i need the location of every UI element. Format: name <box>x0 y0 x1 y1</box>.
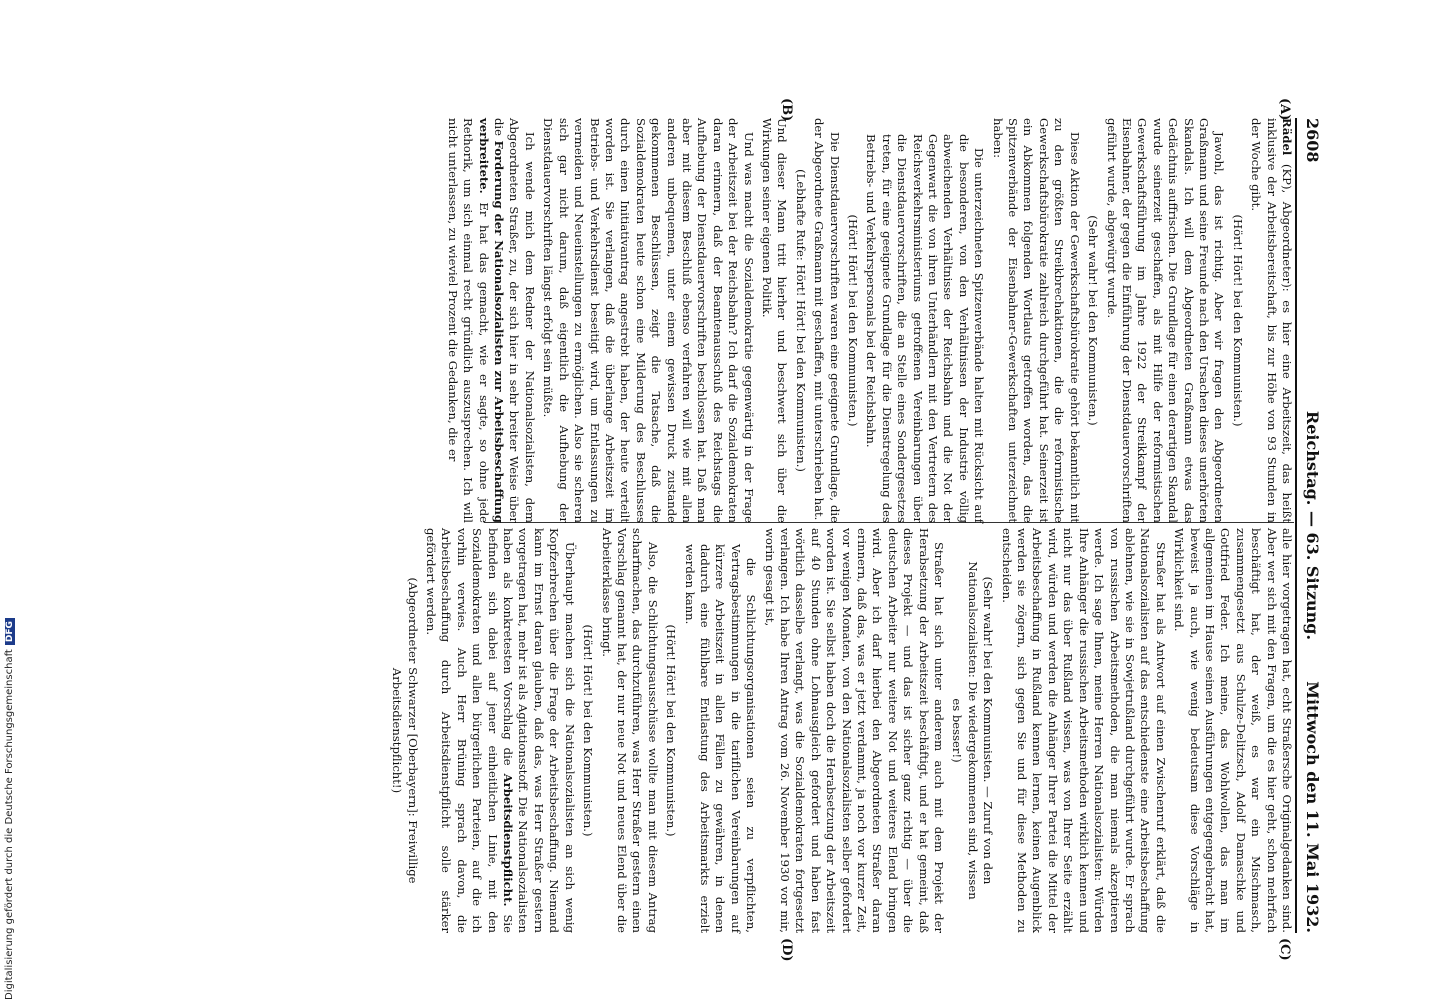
interjection: (Abgeordneter Schwarzer [Oberbayern]: Freiwillige Arbeitsdienstpflicht!) <box>390 577 420 884</box>
speaker-name: Rädel <box>1280 118 1294 156</box>
paragraph-text: Er hat das gemacht, wie er sagte, so ohne jede Rethorik, um sich einmal recht gründlich auszusprechen. Ich will nicht unterlassen, zu wieviel Prozent die Gedanken, die er <box>445 118 491 523</box>
paragraph: Straßer hat als Antwort auf einen Zwischenruf erklärt, daß die Nationalsozialisten auf das entschiedenste eine Arbeitsbeschaffung ablehnen, wie sie in Sowjetrußland durchgeführt wurde. Er sprach von russischen Arbeitsmethoden, die man niemals akzeptieren werde. Ich sage Ihnen, meine Herren Nationalsozialisten: Würden Ihre Anhänger die russischen Arbeitsmethoden wirklich kennen und nicht nur das über Rußland wissen, was von Ihrer Seite erzählt wird, würden und werden die Anhänger Ihrer Partei die Mittel der Arbeitsbeschaffung in Rußland kennen lernen, keinen Augenblick werden sie zögern, sich gegen Sie und für diese Methoden zu entscheiden. <box>999 528 1168 933</box>
paragraph: Straßer hat sich unter anderem auch mit dem Projekt der Herabsetzung der Arbeitszeit beschäftigt, und er hat gemeint, daß dieses Projekt — und das ist sicher ganz richtig — über die deutschen Arbeiter nur weitere Not und weiteres Elend bringen wird. Aber ich darf hierbei den Abgeordneten Straßer daran erinnern, daß das, was er jetzt verdammt, ja noch vor kurzer Zeit, vor wenigen Monaten, von den Nationalsozialisten selber gefordert worden ist. Sie selbst haben doch die Herabsetzung der Arbeitszeit auf 40 Stunden ohne Lohnausgleich gefordert und haben fast wörtlich dasselbe verlangt, was die Sozialdemokraten fortgesetzt verlangen. Ich habe Ihren Antrag vom 26. November 1930 vor mir, worin gesagt ist, <box>762 528 947 933</box>
paragraph: Diese Aktion der Gewerkschaftsbürokratie gehört bekanntlich mit zu den größten Streikbrechaktionen, die die reformistische Gewerkschaftsbürokratie zahlreich durchgeführt hat. Seinerzeit ist ein Abkommen folgenden Wortlauts getroffen worden, das die Spitzenverbände der Eisenbahner-Gewerkschaften unterzeichnet haben: <box>990 118 1082 523</box>
paragraph: Und was macht die Sozialdemokratie gegenwärtig in der Frage der Arbeitszeit bei der Reichsbahn? Ich darf die Sozialdemokraten daran erinnern, daß der Beamtenausschuß des Reichstags die Aufhebung der Dienstdauervorschriften beschlossen hat. Daß man aber mit diesem Beschluß ebenso verfahren will wie mit allen anderen unbequemen, unter einem gewissen Druck zustande gekommenen Beschlüssen, zeigt die Tatsache, daß die Sozialdemokraten heute schon eine Milderung des Beschlusses durch einen Initiativantrag angestrebt haben, der heute verteilt worden ist. Sie verlangen, daß die überlange Arbeitszeit im Betriebs- und Verkehrsdienst beseitigt wird, um Entlassungen zu vermeiden und Neueinstellungen zu ermöglichen. Also sie scheren sich gar nicht darum, daß eigentlich die Aufhebung der Dienstdauervorschriften längst erfolgt sein müßte. <box>541 118 756 523</box>
paragraph: Und dieser Mann tritt hierher und beschwert sich über die Wirkungen seiner eigenen Politik. <box>760 118 790 523</box>
interjection: (Sehr wahr! bei den Kommunisten. — Zuruf von den Nationalsozialisten: Die wiedergekommenen sind, wissen es besser!) <box>950 561 996 900</box>
interjection: (Hört! Hört! bei den Kommunisten.) <box>1230 214 1245 427</box>
interjection: (Lebhafte Rufe: Hört! Hört! bei den Kommunisten.) <box>793 169 808 472</box>
interjection: (Hört! Hört! bei den Kommunisten.) <box>581 624 596 837</box>
quotation: Die unterzeichneten Spitzenverbände halten mit Rücksicht auf die besonderen, von den Verhältnissen der Industrie völlig abweichenden Verhältnisse der Reichsbahn und die Not der Gegenwart die von ihren Unterhändlern mit den Vertretern des Reichsverkehrsministeriums getroffenen Vereinbarungen über die Dienstdauervorschriften, die an Stelle eines Sondergesetzes treten, für eine geeignete Grundlage für die Dienstregelung des Betriebs- und Verkehrspersonals bei der Reichsbahn. <box>864 134 987 523</box>
paragraph-text: Überhaupt machen sich die Nationalsozialisten an sich wenig Kopfzerbrechen über die Frage der Arbeitsbeschaffung. Niemand kann im Ernst daran glauben, daß das, was Herr Straßer gestern vorgetragen hat, mehr ist als Agitationsstoff. Die Nationalsozialisten haben als konkretesten Vorschlag die <box>501 528 577 933</box>
paragraph: alle hier vorgetragen hat, echt Straßersche Originalgedanken sind. Aber wer sich mit den Fragen, um die es hier geht, schon mehrfach beschäftigt hat, der weiß, es war ein Mischmasch, zusammengesetzt aus Schulze-Delitzsch, Adolf Damaschke und Gottfried Feder. Ich meine, das Wohlwollen, das man im allgemeinen im Hause seinen Ausführungen entgegengebracht hat, beweist ja auch, wie wenig bedeutsam diese Vorschläge in Wirklichkeit sind. <box>1172 528 1294 933</box>
dfg-logo: DFG <box>5 618 15 645</box>
session-date: Mittwoch den 11. Mai 1932. <box>1303 681 1322 933</box>
margin-marker-b: (B) <box>779 98 794 122</box>
paragraph: Die Dienstdauervorschriften waren eine geeignete Grundlage, die der Abgeordnete Graßmann mit geschaffen, mit unterschrieben hat. <box>812 118 842 523</box>
digitization-credit <box>4 580 15 1000</box>
bold-phrase: Arbeitsdienstpflicht. <box>501 773 516 907</box>
paragraph: Jawohl, das ist richtig. Aber wir fragen den Abgeordneten Graßmann und seine Freunde nach den Ursachen dieses unerhörten Skandals. Ich will dem Abgeordneten Graßmann etwas das Gedächtnis auffrischen. Die Grundlage für einen derartigen Skandal wurde seinerzeit geschaffen, als mit Hilfe der reformistischen Gewerkschaftsführung im Jahre 1922 der Streikkampf der Eisenbahner, der gegen die Einführung der Dienstdauervorschriften geführt wurde, abgewürgt wurde. <box>1104 118 1227 523</box>
page-number: 2608 <box>1303 118 1322 163</box>
interjection: (Hört! Hört! bei den Kommunisten.) <box>846 214 861 427</box>
left-column <box>0 118 1294 523</box>
bold-phrase: Forderung der Nationalsozialisten zur Arbeitsbeschaffung verbreitete. <box>476 118 507 523</box>
paragraph-text: Sie befinden sich dabei auf jener einheitlichen Linie, mit den Sozialdemokraten und allen bürgerlichen Parteien, auf die ich vorhin verwies. Auch Herr Brüning sprach davon, die Arbeitsbeschaffung durch Arbeitsdienstpflicht solle stärker gefördert werden. <box>424 528 516 933</box>
margin-marker-c: (C) <box>1277 938 1292 961</box>
credit-text: Digitalisierung gefördert durch die Deutsche Forschungsgemeinschaft <box>4 649 15 1000</box>
paragraph-text: Ich wende mich dem Redner der Nationalsozialisten, dem Abgeordneten Straßer, zu, der sich hier in sehr breiter Weise über die <box>492 118 537 523</box>
paragraph-text: (KP), Abgeordneter): es hier eine Arbeitszeit, das heißt inklusive der Arbeitsbereitschaft, bis zur Höhe von 93 Stunden in der Woche gibt. <box>1249 118 1294 523</box>
paragraph <box>1248 118 1294 523</box>
paragraph <box>444 118 536 523</box>
right-column <box>0 528 1294 933</box>
paragraph: Also, die Schlichtungsausschüsse wollte man mit diesem Antrag scharfmachen, das durchzuführen, was Herr Straßer gestern einen Vorschlag genannt hat, der nur neue Not und neues Elend über die Arbeiterklasse bringt. <box>599 528 660 933</box>
margin-marker-a: (A) <box>1277 98 1292 121</box>
interjection: (Sehr wahr! bei den Kommunisten.) <box>1086 215 1101 426</box>
paragraph <box>423 528 577 933</box>
page-title: Reichstag. — 63. Sitzung. <box>1303 410 1322 641</box>
interjection: (Hört! Hört! bei den Kommunisten.) <box>664 624 679 837</box>
quotation: die Schlichtungsorganisationen seien zu verpflichten, Vertragsbestimmungen in die tariflichen Vereinbarungen auf kürzere Arbeitszeit in allen Fällen zu gewähren, in denen dadurch eine fühlbare Entlastung des Arbeitsmarkts erzielt werden kann. <box>682 544 759 933</box>
header-rule <box>1295 118 1297 933</box>
page-header <box>1300 118 1322 933</box>
margin-marker-d: (D) <box>779 938 794 962</box>
